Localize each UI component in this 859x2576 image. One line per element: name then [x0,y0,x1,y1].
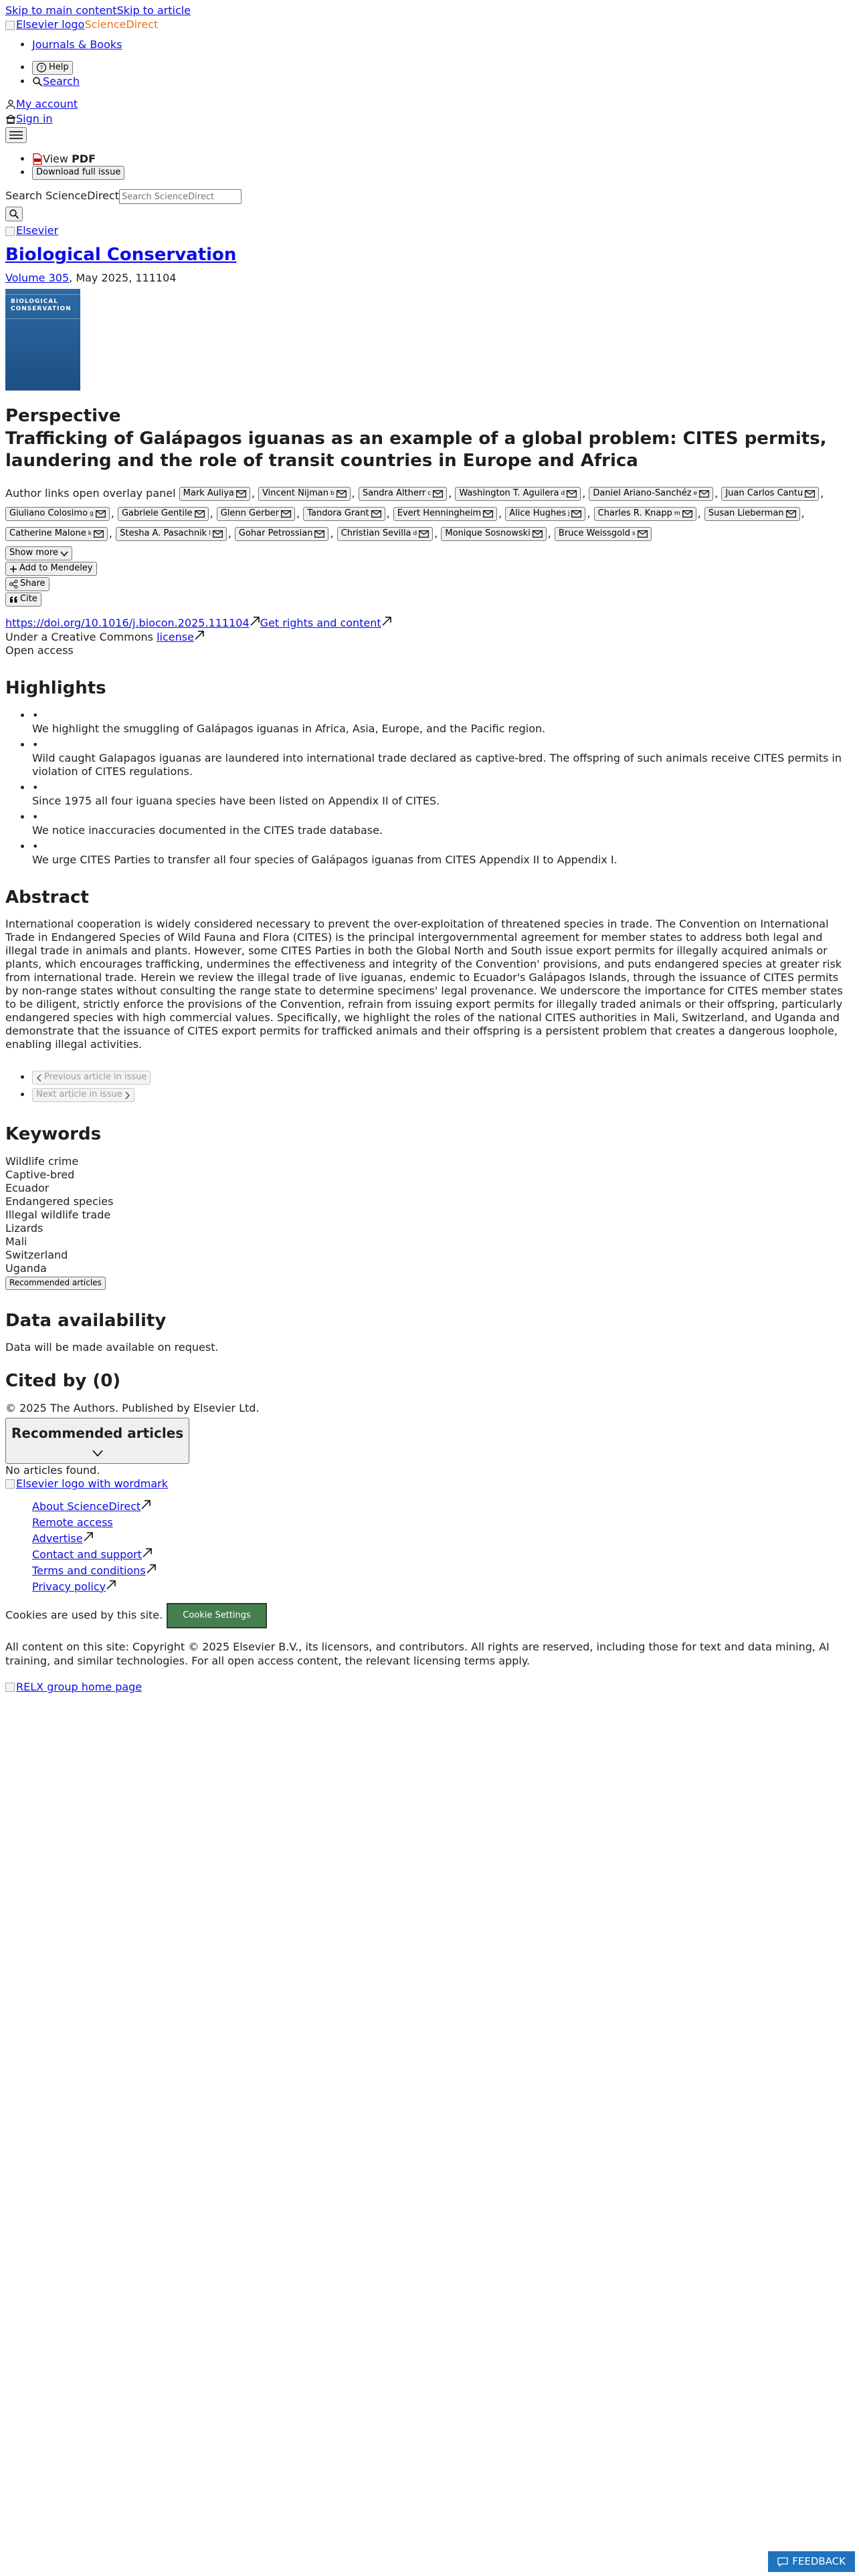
search-form [5,189,854,205]
skip-to-main-link[interactable]: Skip to main content [5,4,117,17]
recommended-articles-button[interactable]: Recommended articles [5,1277,106,1290]
show-more-label: Show more [9,548,58,558]
author-button[interactable] [589,487,713,501]
recommended-articles-row [5,1277,854,1290]
keyword: Endangered species [5,1194,114,1208]
external-link-icon [83,1531,94,1542]
envelope-icon [96,510,106,518]
plus-icon [9,565,17,573]
keyword: Uganda [5,1261,47,1275]
footer-link-item [32,1515,854,1531]
quote-icon [9,596,18,603]
footer-link-item [32,1579,854,1595]
relx-logo [5,1681,854,1694]
publisher-alt-text: Elsevier [16,224,59,237]
envelope-icon [433,490,443,498]
copyright-text: © 2025 The Authors. Published by Elsevier Ltd. [5,1401,260,1414]
list-item [32,738,854,778]
author-button[interactable] [455,487,581,501]
author-separator: , [110,507,118,520]
author-item [5,527,116,540]
author-item [455,487,589,500]
chevron-left-icon [36,1074,42,1082]
keyword: Illegal wildlife trade [5,1208,111,1221]
author-affiliation-sup: l [209,530,211,538]
toolbar-item [32,152,854,166]
view-pdf-link[interactable] [32,152,96,165]
chat-bubble-icon [777,2557,788,2567]
authors-label: Author links open overlay panel [5,487,176,500]
nav-item [32,38,854,51]
help-label: Help [49,62,69,73]
recommended-panel [5,1418,854,1477]
cookie-settings-button[interactable]: Cookie Settings [167,1603,267,1628]
highlight-text: We urge CITES Parties to transfer all four species of Galápagos iguanas from CITES Appendix II to Appendix I. [32,853,617,866]
author-button[interactable] [217,507,295,521]
author-item [594,507,704,520]
author-list [5,484,854,544]
mendeley-row [5,562,854,576]
elsevier-publisher-link[interactable] [5,224,58,237]
author-name: Juan Carlos Cantu [725,488,803,499]
view-pdf-prefix: View [43,152,72,165]
author-button[interactable] [5,507,110,521]
cite-row [5,593,854,607]
external-link-icon [194,630,205,641]
feedback-label: FEEDBACK [792,2555,846,2568]
recommended-heading: Recommended articles [11,1424,184,1441]
pdf-icon [32,153,43,165]
author-affiliation-sup: j [567,510,570,518]
author-button[interactable] [5,527,108,541]
highlight-text: Wild caught Galapagos iguanas are laundered into international trade declared as captive-bred. The offspring of such animals receive CITES permits in violation of CITES regulations. [32,751,842,778]
author-name: Christian Sevilla [341,528,411,539]
author-item [589,487,721,500]
author-button[interactable] [303,507,385,521]
footer-link-item [32,1547,854,1563]
license-row [5,630,854,644]
doi-row [5,616,854,630]
cite-button[interactable] [5,593,41,607]
chevron-down-icon [92,1449,104,1457]
author-affiliation-sup: s [632,530,636,538]
search-icon [9,209,19,219]
cover-rule [5,294,80,295]
envelope-icon [571,510,581,518]
search-link[interactable]: Search [43,74,80,88]
envelope-icon [483,510,493,518]
svg-text:?: • ? [39,65,43,72]
issue-details: , May 2025, 111104 [69,271,177,284]
author-name: Catherine Malone [9,528,86,539]
author-name: Glenn Gerber [220,508,280,519]
article-toolbar [5,152,854,180]
author-button[interactable] [258,487,351,501]
author-item [258,487,359,500]
external-link-icon [146,1564,157,1574]
keywords-list [5,1155,854,1275]
search-icon [32,76,43,87]
author-item [704,507,805,520]
author-button[interactable] [721,487,819,501]
author-item [441,527,555,540]
nav-item [32,75,854,88]
author-item [359,487,456,500]
hamburger-menu-icon [9,130,23,140]
envelope-icon [314,530,324,538]
previous-article-label: • Previous article in issue [44,1072,147,1083]
help-icon [36,62,47,73]
my-account-link[interactable]: My account [16,97,78,110]
author-name: Giuliano Colosimo [9,508,88,519]
external-link-icon [142,1547,153,1558]
search-submit-row [5,207,854,221]
toolbar-item [32,166,854,180]
envelope-icon [533,530,543,538]
chevron-right-icon [124,1091,130,1099]
author-item [721,487,824,500]
author-affiliation-sup: c [427,490,432,498]
envelope-icon [786,510,796,518]
author-separator: , [296,507,304,520]
terms-conditions-link[interactable]: Terms and conditions [32,1564,146,1577]
author-button[interactable] [505,507,585,521]
author-item [555,527,653,540]
share-row [5,577,854,591]
author-name: Tandora Grant [307,508,369,519]
share-label: Share [20,578,45,589]
author-item [179,487,258,500]
account-row [5,98,854,111]
keyword: Mali [5,1235,27,1248]
author-name: Vincent Nijman [262,488,328,499]
author-separator: , [820,487,824,500]
broken-image-icon [5,1683,15,1692]
data-availability-heading: Data availability [5,1310,167,1331]
skip-to-article-link[interactable]: Skip to article [116,4,191,17]
doi-link[interactable]: https://doi.org/10.1016/j.biocon.2025.111104 [5,617,250,630]
skip-links [5,4,854,17]
author-separator: , [587,507,594,520]
author-button[interactable] [555,527,652,541]
author-separator: , [547,527,555,540]
author-button[interactable] [235,527,329,541]
broken-image-icon [5,227,15,236]
author-item [505,507,593,520]
author-separator: , [386,507,393,520]
author-separator: , [330,527,337,540]
author-item [116,527,235,540]
author-name: Alice Hughes [509,508,566,519]
volume-link[interactable]: Volume 305 [5,271,70,284]
author-affiliation-sup: b [330,490,335,498]
author-separator: , [448,487,456,500]
author-affiliation-sup: g [90,510,94,518]
envelope-icon [195,510,205,518]
logo-alt-text: Elsevier logo [16,18,85,31]
header-tools [5,61,854,88]
sciencedirect-brand: ScienceDirect [84,18,159,31]
nav-item [32,61,854,75]
highlight-bullet: • • [32,839,39,853]
author-button[interactable] [116,527,227,541]
mendeley-label: Add to Mendeley [19,563,93,574]
list-item [32,840,854,867]
search-input[interactable] [119,189,242,204]
relx-home-link[interactable] [5,1681,142,1693]
author-button[interactable] [393,507,497,521]
journals-books-link[interactable]: Journals & Books [32,38,122,51]
page [5,4,854,1694]
author-button[interactable] [441,527,546,541]
author-separator: , [108,527,116,540]
footer-link-item [32,1531,854,1547]
list-item [32,781,854,808]
envelope-icon [94,530,104,538]
issue-pager [5,1069,854,1103]
author-button[interactable] [359,487,447,501]
keyword: Captive-bred [5,1168,75,1181]
author-name: Sandra Altherr [362,488,426,499]
author-button[interactable] [704,507,800,521]
no-articles-text: No articles found. [5,1463,100,1477]
author-separator: , [582,487,589,500]
data-availability-text: Data will be made available on request. [5,1341,219,1354]
pager-item [32,1069,854,1086]
abstract-text: International cooperation is widely considered necessary to prevent the over-exploitation of threatened species in trade. The Convention on International Trade in Endangered Species of Wild Fauna and Flora (CITES) is the principal intergovernmental agreement for member states to address both legal and illegal trade in animals and plants. However, some CITES Parties in both the Global North and South issue export permits for illegally acquired animals or plants, which encourages trafficking, undermines the effectiveness and integrity of the Convention' provisions, and puts endangered species at greater risk from international trade. Herein we review the illegal trade of live iguanas, endemic to Ecuador's Galápagos Islands, through the issuance of CITES permits by non-range states without consulting the range state to determine specimens' legal provenance. We underscore the importance for CITES member states to be diligent, strictly enforce the provisions of the Convention, refrain from issuing export permits for illegally traded animals or their offspring, particularly endangered species with high commercial values. Specifically, we highlight the roles of the national CITES authorities in Mali, Switzerland, and Uganda and demonstrate that the issuance of CITES export permits for trafficked animals and their offspring is a persistent problem that creates a dangerous loophole, enabling illegal activities. [5,918,843,1051]
author-separator: , [351,487,359,500]
external-link-icon [250,616,260,627]
author-separator: , [714,487,722,500]
help-button[interactable] [32,61,73,75]
author-name: Gohar Petrossian [238,528,313,539]
author-separator: , [227,527,235,540]
list-item [32,811,854,837]
highlight-text: We highlight the smuggling of Galápagos iguanas in Africa, Asia, Europe, and the Pacific region. [32,722,546,735]
author-separator: , [801,507,805,520]
broken-image-icon [5,1479,15,1489]
about-sciencedirect-link[interactable]: About ScienceDirect [32,1499,141,1513]
article-type: Perspective [5,405,121,426]
author-separator: , [498,507,506,520]
author-name: Gabriele Gentile [121,508,193,519]
footer [5,1477,854,1694]
relx-alt-text: RELX group home page [16,1680,142,1693]
author-name: Bruce Weissgold [558,528,631,539]
journal-title-heading [5,244,854,266]
broken-image-icon [5,21,15,30]
highlights-heading: Highlights [5,678,106,699]
external-link-icon [106,1580,116,1590]
envelope-icon [371,510,381,518]
author-name: Washington T. Aguilera [459,488,559,499]
cited-by-heading: Cited by (0) [5,1371,121,1392]
cover-title: BIOLOGICAL CONSERVATION [11,298,72,313]
author-button[interactable] [118,507,209,521]
footer-link-item [32,1499,854,1515]
previous-article-button[interactable] [32,1071,151,1085]
open-access-label: Open access [5,644,74,657]
issue-info [5,272,854,285]
author-button[interactable] [179,487,250,501]
journal-title-link[interactable]: Biological Conservation [5,245,237,265]
sign-in-link[interactable]: Sign in [16,112,53,125]
author-name: Daniel Ariano-Sanchéz [593,488,692,499]
envelope-icon [281,510,291,518]
envelope-icon [567,490,577,498]
author-name: Stesha A. Pasachnik [120,528,207,539]
footer-logo-alt: Elsevier logo with wordmark [16,1477,169,1490]
author-separator: , [251,487,259,500]
keyword: Wildlife crime [5,1154,79,1168]
person-icon [5,99,16,110]
keyword: Lizards [5,1221,43,1235]
external-link-icon [140,1499,151,1510]
author-item [393,507,506,520]
search-submit-button[interactable] [5,207,23,221]
privacy-policy-link[interactable]: Privacy policy [32,1580,106,1593]
author-item [337,527,442,540]
abstract-section [5,918,854,1051]
download-full-issue-button[interactable]: Download full issue [32,166,124,180]
envelope-icon [337,490,347,498]
envelope-icon [236,490,246,498]
author-item [235,527,337,540]
highlights-list [5,709,854,867]
rights-link[interactable]: Get rights and content [260,617,381,630]
author-name: Mark Auliya [183,488,234,499]
cookie-row [5,1603,854,1628]
show-more-row [5,546,854,560]
highlight-bullet: • • [32,780,39,794]
chevron-down-icon [60,550,68,557]
header-logo[interactable] [5,18,854,31]
journal-cover-image[interactable] [5,289,80,391]
author-affiliation-sup: e [693,490,698,498]
author-affiliation-sup: m [674,510,680,518]
author-affiliation-sup: d [561,490,565,498]
external-link-icon [381,616,392,627]
article-title: Trafficking of Galápagos iguanas as an example of a global problem: CITES permits, laundering and the role of transit countries in Europe and Africa [5,429,827,471]
next-article-label: • Next article in issue [36,1089,122,1100]
search-label: Search ScienceDirect [5,189,119,202]
show-more-button[interactable] [5,546,72,560]
author-item [217,507,303,520]
envelope-icon [682,510,692,518]
envelope-icon [213,530,223,538]
author-name: Susan Lieberman [708,508,784,519]
author-affiliation-sup: d [413,530,417,538]
elsevier-logo-link[interactable] [5,18,84,31]
highlight-bullet: • • [32,738,39,751]
cite-label: Cite [20,594,37,605]
author-separator: , [434,527,442,540]
footer-link-item [32,1563,854,1579]
author-affiliation-sup: k [88,530,92,538]
advertise-link[interactable]: Advertise [32,1531,83,1545]
feedback-button[interactable] [768,2551,855,2572]
pager-item [32,1086,854,1103]
institution-icon [5,114,16,124]
envelope-icon [638,530,648,538]
author-name: Charles R. Knapp [597,508,672,519]
author-name: Monique Sosnowski [445,528,531,539]
share-button[interactable] [5,577,50,591]
author-name: Evert Henningheim [397,508,482,519]
license-link[interactable]: license [157,631,194,644]
author-button[interactable] [594,507,696,521]
keywords-heading: Keywords [5,1124,102,1145]
license-prefix: Under a Creative Commons [5,631,157,644]
author-separator: , [209,507,217,520]
menu-row [5,127,854,143]
keyword: Switzerland [5,1248,68,1261]
cover-rule [5,318,80,319]
author-item [118,507,217,520]
signin-row [5,112,854,126]
recommended-articles-toggle[interactable] [5,1418,189,1464]
footer-links [5,1499,854,1595]
keyword: Ecuador [5,1181,50,1194]
menu-button[interactable] [5,127,27,143]
author-item [303,507,393,520]
next-article-button[interactable] [32,1088,134,1102]
author-separator: , [697,507,704,520]
envelope-icon [699,490,709,498]
author-button[interactable] [337,527,434,541]
author-item [5,507,118,520]
elsevier-footer-logo-link[interactable] [5,1477,168,1490]
remote-access-link[interactable]: Remote access [32,1515,113,1529]
envelope-icon [805,490,815,498]
add-to-mendeley-button[interactable] [5,562,97,576]
abstract-heading: Abstract [5,887,89,907]
publisher-logo[interactable] [5,224,854,237]
highlight-bullet: • • [32,810,39,823]
highlight-text: Since 1975 all four iguana species have been listed on Appendix II of CITES. [32,794,440,807]
header-nav [5,38,854,51]
highlight-bullet: • • [32,708,39,722]
highlight-text: We notice inaccuracies documented in the CITES trade database. [32,823,383,837]
view-pdf-bold: PDF [72,152,96,165]
contact-support-link[interactable]: Contact and support [32,1547,142,1561]
list-item [32,709,854,736]
cookies-text: Cookies are used by this site. [5,1608,163,1622]
legal-text: All content on this site: Copyright © 2025 Elsevier B.V., its licensors, and contributors. All rights are reserved, including those for text and data mining, AI training, and similar technologies. For all open access content, the relevant licensing terms apply. [5,1640,830,1667]
share-icon [9,580,18,588]
envelope-icon [419,530,429,538]
